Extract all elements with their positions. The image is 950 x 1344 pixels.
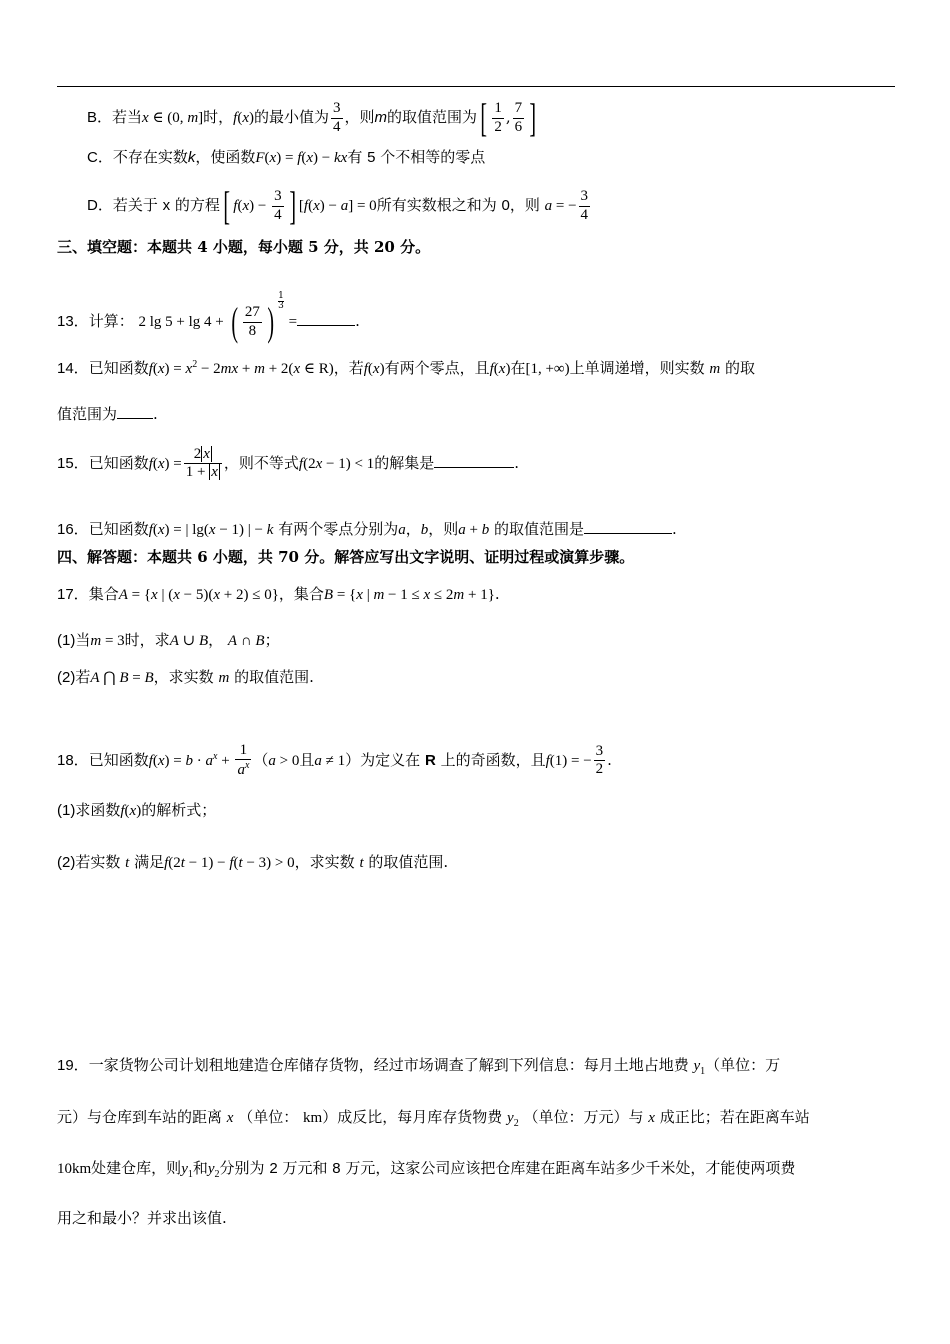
option-b-label: B． [87, 109, 113, 126]
bracket: [ [480, 95, 488, 140]
question-19-line-3: 10km处建仓库，则$y_1$和$y_2$分别为 2 万元和 8 万元，这家公司应该把仓库建在距离车站多少千米处，才能使两项费 [57, 1159, 796, 1180]
question-16: 16．已知函数f(x) = | lg(x − 1) | − k 有两个零点分别为a，b，则a + b 的取值范围是 . [57, 520, 677, 538]
question-14: 14．已知函数$f(x) = x^2 - 2mx + m + 2(x$ ∈ R)，若f(x)有两个零点，且f(x)在[1, +∞)上单调递增，则实数 m 的取 [57, 359, 756, 377]
option-d: D．若关于 x 的方程[ f(x) − $\frac{3}{4}$ ] [f(x) − a] = 0所有实数根之和为 0，则 a = − $\frac{3}{4}$ [87, 183, 589, 228]
math: A = {x | (x − 5)(x + 2) ≤ 0} [118, 587, 279, 603]
fraction: $\frac{7}{6}$ [514, 100, 523, 135]
fraction: $\frac{1}{2}$ [494, 100, 502, 135]
answer-blank[interactable] [584, 519, 672, 534]
answer-blank[interactable] [434, 453, 514, 468]
math: x ∈ (0, m] [142, 110, 204, 126]
question-19-line-4: 用之和最小？并求出该值. [57, 1209, 227, 1227]
question-number: 15． [57, 454, 89, 472]
option-c: C．不存在实数k，使函数F(x) = f(x) − kx有 5 个不相等的零点 [87, 148, 486, 166]
question-number: 16． [57, 521, 89, 538]
answer-blank[interactable] [117, 404, 153, 419]
question-number: 19． [57, 1057, 89, 1074]
answer-blank[interactable] [297, 311, 355, 326]
option-c-label: C． [87, 149, 113, 166]
fraction: $\frac{2 x}{1 + x}$ [184, 446, 222, 482]
question-19-line-1: 19．一家货物公司计划租地建造仓库储存货物，经过市场调查了解到下列信息：每月土地占地费 $y_1$（单位：万 [57, 1056, 781, 1077]
fraction: $\frac{3}{2}$ [595, 743, 604, 778]
exponent: $\frac{1}{3}$ [278, 291, 284, 311]
question-number: 13． [57, 313, 89, 330]
question-18: 18．已知函数$f(x) = b \cdot a^x$ + $\frac{1}{a^x}$ （a > 0且a ≠ 1）为定义在 R 上的奇函数，且f(1) = − $\frac{3}{2}$ . [57, 742, 612, 779]
bracket: [ [223, 183, 230, 228]
question-14-line2: 值范围为 . [57, 405, 158, 423]
fraction: $\frac{3}{4}$ [580, 188, 589, 223]
fraction: $\frac{27}{8}$ [244, 304, 260, 339]
question-19-line-2: 元）与仓库到车站的距离 x （单位： km）成反比，每月库存货物费 $y_2$ （单位：万元）与 x 成正比；若在距离车站 [57, 1108, 810, 1129]
math: 2 lg 5 + lg 4 + [138, 314, 228, 330]
question-number: 17． [57, 586, 89, 603]
fraction: $\frac{3}{4}$ [274, 188, 282, 223]
option-b: B．若当x ∈ (0, m]时，f(x)的最小值为 $\frac{3}{4}$ ，则m的取值范围为[ $\frac{1}{2}$ , $\frac{7}{6}$ ] [87, 95, 537, 140]
math: F(x) = f(x) − kx [255, 150, 348, 166]
question-15: 15．已知函数f(x) = $\frac{2 x}{1 + x}$ ，则不等式f(2x − 1) < 1的解集是 . [57, 446, 519, 481]
question-13: 13．计算： 2 lg 5 + lg 4 + ( $\frac{27}{8}$ ) $\frac{1}{3}$ = . [57, 291, 360, 344]
bracket: ] [529, 95, 537, 140]
math: f(x) = [148, 455, 182, 472]
fraction: $\frac{1}{a^x}$ [237, 742, 250, 779]
bracket: ( [230, 299, 238, 344]
question-number: 14． [57, 360, 89, 377]
section-3-title: 三、填空题：本题共 4 小题，每小题 5 分，共 20 分。 [57, 238, 431, 256]
question-17: 17．集合A = {x | (x − 5)(x + 2) ≤ 0}，集合B = {x | m − 1 ≤ x ≤ 2m + 1}. [57, 585, 500, 603]
option-d-label: D． [87, 197, 113, 214]
header-rule [57, 86, 895, 87]
question-17-part-2: (2)若A ⋂ B = B，求实数 m 的取值范围. [57, 668, 314, 686]
fraction: $\frac{3}{4}$ [333, 100, 341, 135]
question-18-part-2: (2)若实数 t 满足f(2t − 1) − f(t − 3) > 0，求实数 t 的取值范围. [57, 853, 449, 871]
math: f(x) = | lg(x − 1) | − k [148, 522, 274, 538]
section-4-title: 四、解答题：本题共 6 小题，共 70 分。解答应写出文字说明、证明过程或演算步骤。 [57, 548, 635, 566]
bracket: ] [288, 183, 296, 228]
math: f(x) [233, 110, 255, 126]
question-number: 18． [57, 751, 89, 769]
question-17-part-1: (1)当m = 3时，求A ∪ B， A ∩ B； [57, 631, 280, 649]
math: $f(x) = b \cdot a^x$ + [148, 750, 234, 769]
question-18-part-1: (1)求函数f(x)的解析式； [57, 801, 217, 819]
bracket: ) [267, 299, 274, 344]
math: $f(x) = x^2 - 2mx + m + 2(x$ ∈ R) [148, 359, 334, 377]
